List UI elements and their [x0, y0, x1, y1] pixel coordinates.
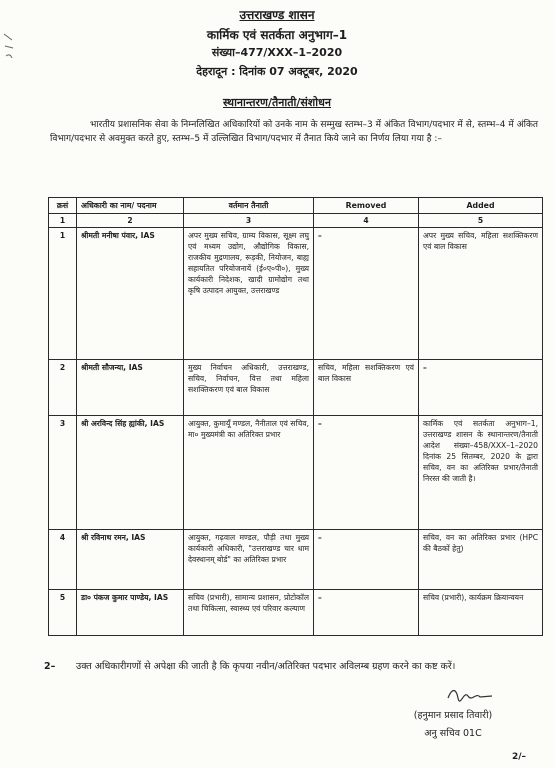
current-posting: अपर मुख्य सचिव, ग्राम्य विकास, सूक्ष्म लघु एवं मध्यम उद्योग, औद्योगिक विकास, राजकीय मुद्रणालय, रूड़की, नियोजन, बाह्य सहायतित परियोजनायें (ई०ए०पी०), मुख्य कार्यकारी निदेशक, खादी ग्रामोद्योग तथा कृषि उत्पादन आयुक्त, उत्तराखण्ड — [184, 228, 314, 360]
subject-line: स्थानान्तरण/तैनाती/संशोधन — [222, 96, 331, 109]
removed-charge: – — [314, 416, 419, 530]
signatory-designation: अनु सचिव 01C — [424, 728, 482, 739]
paragraph-text: उक्त अधिकारीगणों से अपेक्षा की जाती है कि कृपया नवीन/अतिरिक्त पदभार अविलम्ब ग्रहण करने का कष्ट करें। — [76, 661, 456, 672]
added-charge: सचिव (प्रभारी), कार्यक्रम क्रियान्वयन — [419, 590, 543, 636]
row-sn: 2 — [49, 360, 77, 416]
removed-charge: – — [314, 530, 419, 590]
paragraph-number: 2– — [44, 661, 56, 672]
removed-charge: – — [314, 590, 419, 636]
removed-charge: – — [314, 228, 419, 360]
signature-scribble-icon — [446, 684, 496, 708]
intro-paragraph: भारतीय प्रशासनिक सेवा के निम्नलिखित अधिकारियों को उनके नाम के सम्मुख स्तम्भ–3 में अंकित विभाग/पदभार में से, स्तम्भ–4 में अंकित विभाग/पदभार से अवमुक्त करते हुए, स्तम्भ–5 में उल्लिखित विभाग/पदभार में तैनात किये जाने का निर्णय लिया गया है :– — [50, 120, 538, 144]
place-date: देहरादून : दिनांक 07 अक्टूबर, 2020 — [196, 65, 358, 78]
row-sn: 4 — [49, 530, 77, 590]
column-number: 1 — [49, 214, 77, 228]
instruction-paragraph — [44, 659, 540, 674]
current-posting: आयुक्त, कुमायूँ मण्डल, नैनीताल एवं सचिव, मा० मुख्यमंत्री का अतिरिक्त प्रभार — [184, 416, 314, 530]
header-added: Added — [419, 198, 543, 214]
allocation-table — [48, 197, 543, 636]
removed-charge: सचिव, महिला सशक्तिकरण एवं बाल विकास — [314, 360, 419, 416]
row-sn: 3 — [49, 416, 77, 530]
header-current-posting: वर्तमान तैनाती — [184, 198, 314, 214]
column-number: 5 — [419, 214, 543, 228]
table-header-row — [49, 198, 543, 214]
table-row — [49, 228, 543, 360]
added-charge: अपर मुख्य सचिव, महिला सशक्तिकरण एवं बाल विकास — [419, 228, 543, 360]
header-officer-name: अधिकारी का नाम/ पदनाम — [77, 198, 184, 214]
officer-name: श्री रविनाथ रमन, IAS — [77, 530, 184, 590]
officer-name: श्रीमती सौजन्या, IAS — [77, 360, 184, 416]
table-row — [49, 590, 543, 636]
government-title: उत्तराखण्ड शासन — [239, 8, 315, 22]
column-number: 4 — [314, 214, 419, 228]
row-sn: 5 — [49, 590, 77, 636]
header-sn: क्रसं — [49, 198, 77, 214]
table-row — [49, 416, 543, 530]
officer-name: श्रीमती मनीषा पंवार, IAS — [77, 228, 184, 360]
row-sn: 1 — [49, 228, 77, 360]
column-number: 3 — [184, 214, 314, 228]
added-charge: कार्मिक एवं सतर्कता अनुभाग–1, उत्तराखण्ड शासन के स्थानान्तरण/तैनाती आदेश संख्या–458/XXX–1–2020 दिनांक 25 सितम्बर, 2020 के द्वारा सचिव, वन का अतिरिक्त प्रभार/तैनाती निरस्त की जाती है। — [419, 416, 543, 530]
officer-name: श्री अरविन्द सिंह ह्यांकी, IAS — [77, 416, 184, 530]
officer-name: डा० पंकज कुमार पाण्डेय, IAS — [77, 590, 184, 636]
added-charge: सचिव, वन का अतिरिक्त प्रभार (HPC की बैठकों हेतु) — [419, 530, 543, 590]
header-removed: Removed — [314, 198, 419, 214]
column-number: 2 — [77, 214, 184, 228]
signatory-name: (हनुमान प्रसाद तिवारी) — [413, 710, 493, 721]
column-number-row — [49, 214, 543, 228]
current-posting: मुख्य निर्वाचन अधिकारी, उत्तराखण्ड, सचिव, निर्वाचन, वित्त तथा महिला सशक्तिकरण एवं बाल विकास — [184, 360, 314, 416]
department-title: कार्मिक एवं सतर्कता अनुभाग–1 — [206, 28, 348, 42]
current-posting: आयुक्त, गढ़वाल मण्डल, पौड़ी तथा मुख्य कार्यकारी अधिकारी, "उत्तराखण्ड चार धाम देवस्थानम् बोर्ड" का अतिरिक्त प्रभार — [184, 530, 314, 590]
added-charge: – — [419, 360, 543, 416]
table-row — [49, 360, 543, 416]
reference-number: संख्या–477/XXX–1–2020 — [211, 46, 343, 59]
table-row — [49, 530, 543, 590]
current-posting: सचिव (प्रभारी), सामान्य प्रशासन, प्रोटोकॉल तथा चिकित्सा, स्वास्थ्य एवं परिवार कल्याण — [184, 590, 314, 636]
page-number: 2/– — [512, 752, 527, 762]
